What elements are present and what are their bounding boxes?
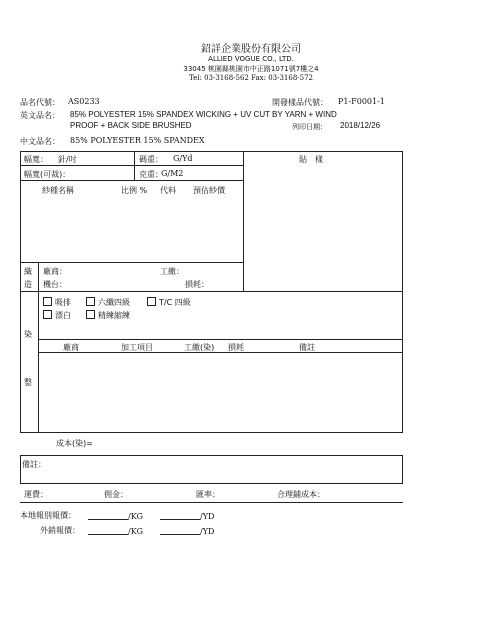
mill-label: 廠商： (43, 267, 67, 276)
company-address: 33045 桃園縣桃園市中正路1071號7樓之4 (183, 65, 319, 73)
notes-label: 備註： (22, 460, 46, 469)
dev-code-value: P1-F0001-1 (338, 97, 385, 106)
exchange-label: 匯率： (196, 490, 220, 499)
option-tc-grade[interactable]: T/C 四級 (147, 297, 191, 308)
print-date-label: 列印日期： (292, 123, 327, 131)
option-wicking[interactable]: 吸排 (43, 297, 71, 308)
english-name-label: 英文品名： (20, 111, 60, 120)
english-name-line1: 85% POLYESTER 15% SPANDEX WICKING + UV CUT BY YARN + WIND (70, 110, 337, 119)
chinese-name-value: 85% POLYESTER 15% SPANDEX (70, 136, 205, 145)
yarn-col-price: 預估紗價 (193, 186, 225, 195)
company-name-zh: 鉊詳企業股份有限公司 (201, 44, 301, 55)
freight-label: 運費： (24, 490, 48, 499)
english-name-line2: PROOF + BACK SIDE BRUSHED (70, 121, 192, 130)
dev-code-label: 開發樣品代號： (272, 98, 328, 107)
price-field (88, 510, 128, 520)
local-price-kg[interactable]: /KG (88, 510, 143, 521)
weight-unit: G/M2 (161, 169, 184, 178)
density-label: 碼重： (139, 155, 163, 164)
yarn-col-ratio: 比例 % (121, 186, 148, 195)
option-six-fiber[interactable]: 六纖四級 (86, 297, 130, 308)
checkbox-icon (147, 297, 156, 306)
export-price-kg[interactable]: /KG (88, 525, 143, 536)
print-date-value: 2018/12/26 (340, 121, 381, 130)
price-field (160, 510, 200, 520)
price-field (160, 525, 200, 535)
checkbox-icon (86, 310, 95, 319)
commission-label: 佣金： (104, 490, 128, 499)
chinese-name-label: 中文品名： (20, 137, 60, 146)
density-unit: G/Yd (173, 154, 193, 163)
width-label: 幅寬： (24, 155, 48, 164)
export-price-yd[interactable]: /YD (160, 525, 214, 536)
company-phone: Tel: 03-3168-562 Fax: 03-3168-572 (188, 74, 314, 82)
dye-label-1: 染 (24, 330, 32, 339)
dye-col-labor: 工繳(染) (184, 343, 215, 352)
machine-label: 機台： (43, 280, 67, 289)
dye-col-notes: 備註 (299, 343, 315, 352)
weave-label-1: 織 (24, 267, 32, 276)
width-unit: 針/吋 (58, 155, 77, 164)
checkbox-icon (43, 310, 52, 319)
local-price-label: 本地報別報價： (20, 511, 76, 520)
dye-col-loss: 損耗 (228, 343, 244, 352)
checkbox-icon (86, 297, 95, 306)
loss-label: 損耗： (185, 280, 209, 289)
dye-label-2: 整 (24, 378, 32, 387)
checkbox-icon (43, 297, 52, 306)
export-price-label: 外銷報價： (40, 526, 80, 535)
yarn-col-substitute: 代料 (160, 186, 176, 195)
option-scour[interactable]: 精練縮練 (86, 310, 130, 321)
dye-col-process: 加工項目 (121, 343, 153, 352)
total-cost-label: 合理鋪成本： (277, 490, 325, 499)
option-bleach[interactable]: 漂白 (43, 310, 71, 321)
price-field (88, 525, 128, 535)
dye-col-mill: 廠商 (63, 343, 79, 352)
local-price-yd[interactable]: /YD (160, 510, 214, 521)
yarn-col-name: 紗種名稱 (42, 186, 74, 195)
weave-label-2: 造 (24, 280, 32, 289)
dye-cost-label: 成本(染)= (56, 439, 93, 448)
company-name-en: ALLIED VOGUE CO., LTD. (208, 55, 294, 63)
product-code-label: 品名代號： (20, 98, 60, 107)
weight-label: 克重： (139, 170, 163, 179)
usable-width-label: 幅寬(可裁)： (24, 170, 71, 179)
labor-label: 工繳： (160, 267, 184, 276)
product-code-value: AS0233 (68, 97, 100, 106)
sample-label: 貼 樣 (299, 155, 323, 164)
